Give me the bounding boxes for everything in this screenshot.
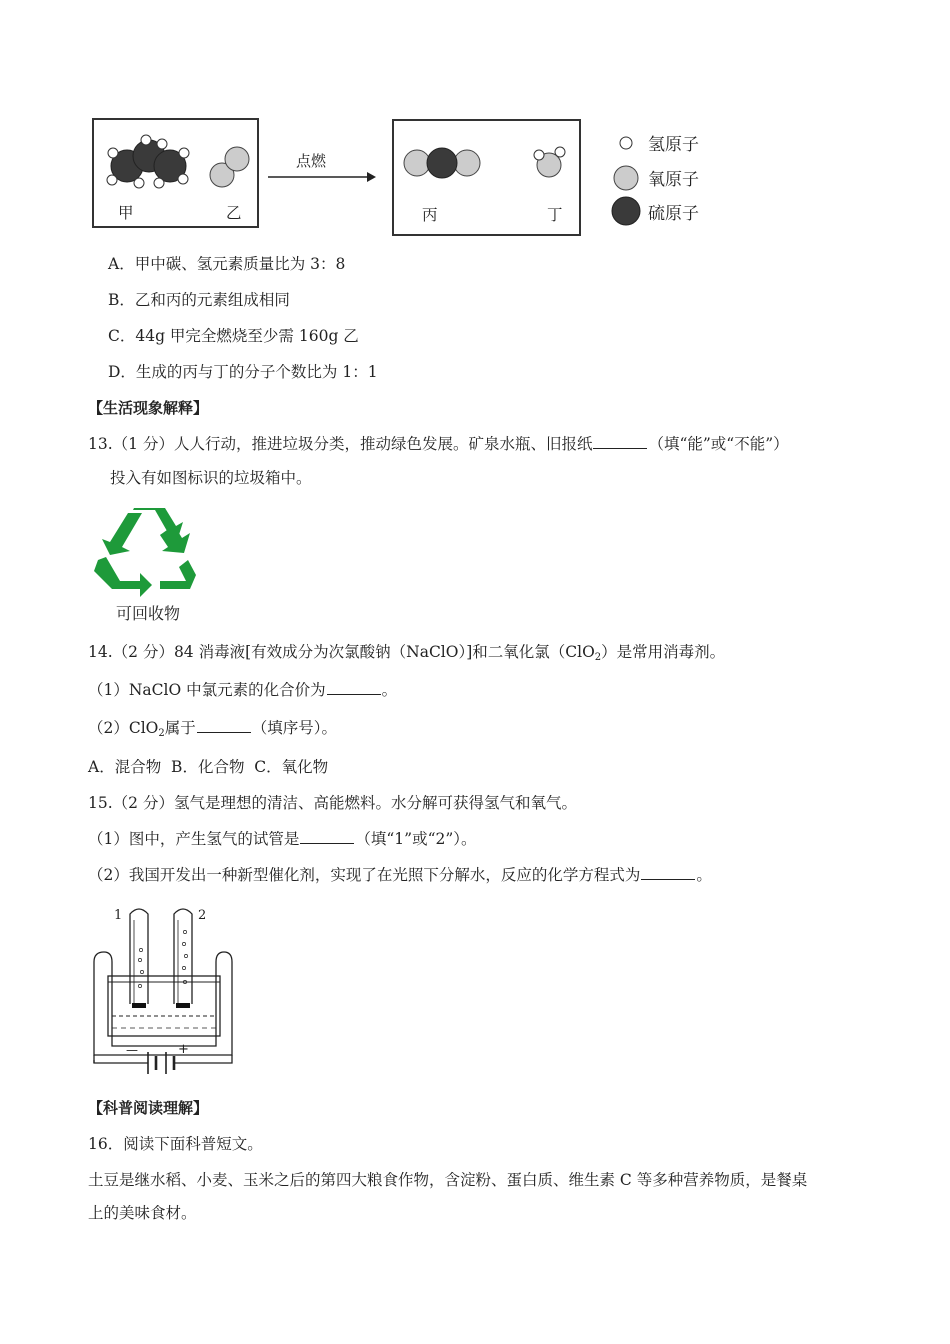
q14-sub1-a: （1）NaClO 中氯元素的化合价为 [88,681,326,699]
electrolysis-diagram [88,900,248,1085]
q14-sub2-b: 属于 [164,719,196,737]
q14-sub1-b: 。 [381,681,398,699]
q14-stem-sub: 2 [594,652,602,663]
q14-stem-a: 14.（2 分）84 消毒液[有效成分为次氯酸钠（NaClO）]和二氧化氯（ClO [88,643,595,661]
q14-sub1 [88,679,397,701]
q14-blank-2[interactable] [197,718,251,733]
label-yi: 乙 [226,204,242,222]
q15-stem: 15.（2 分）氢气是理想的清洁、高能燃料。水分解可获得氢气和氧气。 [88,794,577,812]
legend-hydrogen: 氢原子 [648,135,699,155]
q13-blank[interactable] [593,434,647,449]
q13-line1 [88,433,789,455]
tube-1-label: 1 [114,908,123,923]
option-a: A．甲中碳、氢元素质量比为 3：8 [108,255,346,273]
q14-sub2-c: （填序号）。 [251,719,338,737]
negative-terminal-label: — [126,1043,138,1057]
q15-sub2-a: （2）我国开发出一种新型催化剂，实现了在光照下分解水，反应的化学方程式为 [88,866,641,884]
legend-sulfur: 硫原子 [648,204,699,224]
arrow-label: 点燃 [296,152,327,170]
option-c: C．44g 甲完全燃烧至少需 160g 乙 [108,327,359,345]
recycle-icon [90,505,200,600]
tube-2-label: 2 [198,908,207,923]
q15-sub2-b: 。 [696,866,712,884]
section-heading-life: 【生活现象解释】 [88,399,209,417]
q15-sub1-a: （1）图中，产生氢气的试管是 [88,830,300,848]
electrolysis-apparatus [88,900,248,1085]
q15-sub1-b: （填“1”或“2”）。 [355,830,477,848]
q13-text-b: （填“能”或“不能”） [648,435,789,453]
q15-sub1 [88,828,477,850]
label-ding: 丁 [547,206,563,224]
q14-sub2-a: （2）ClO [88,719,159,737]
option-b: B．乙和丙的元素组成相同 [108,291,290,309]
q15-blank-2[interactable] [641,865,695,880]
option-d: D．生成的丙与丁的分子个数比为 1：1 [108,363,378,381]
reactants-box [92,118,259,228]
q15-sub2 [88,864,712,886]
reaction-diagram [90,115,730,240]
legend-icons [610,131,650,231]
q14-stem [88,641,725,669]
q13-text-a: 13.（1 分）人人行动，推进垃圾分类，推动绿色发展。矿泉水瓶、旧报纸 [88,435,593,453]
q16-paragraph-line2: 上的美味食材。 [88,1204,197,1222]
recycle-label: 可回收物 [116,604,181,623]
section-heading-science: 【科普阅读理解】 [88,1099,209,1117]
q14-sub2 [88,717,337,745]
q14-stem-b: ）是常用消毒剂。 [601,643,726,661]
q14-sub2-sub: 2 [158,728,165,739]
recycle-sign [90,505,200,625]
reaction-arrow-icon [266,170,378,184]
positive-terminal-label: + [178,1042,189,1057]
label-bing: 丙 [422,206,438,224]
legend-oxygen: 氧原子 [648,170,699,190]
q16-paragraph-line1: 土豆是继水稻、小麦、玉米之后的第四大粮食作物，含淀粉、蛋白质、维生素 C 等多种营养物质，是餐桌 [88,1171,808,1189]
q13-line2: 投入有如图标识的垃圾箱中。 [110,469,312,487]
products-box [392,119,581,236]
q16-stem: 16．阅读下面科普短文。 [88,1135,263,1153]
q14-options: A．混合物 B．化合物 C．氧化物 [88,758,329,776]
atom-legend [610,131,730,231]
label-jia: 甲 [118,204,134,222]
q14-blank-1[interactable] [327,680,381,695]
q15-blank-1[interactable] [300,829,354,844]
